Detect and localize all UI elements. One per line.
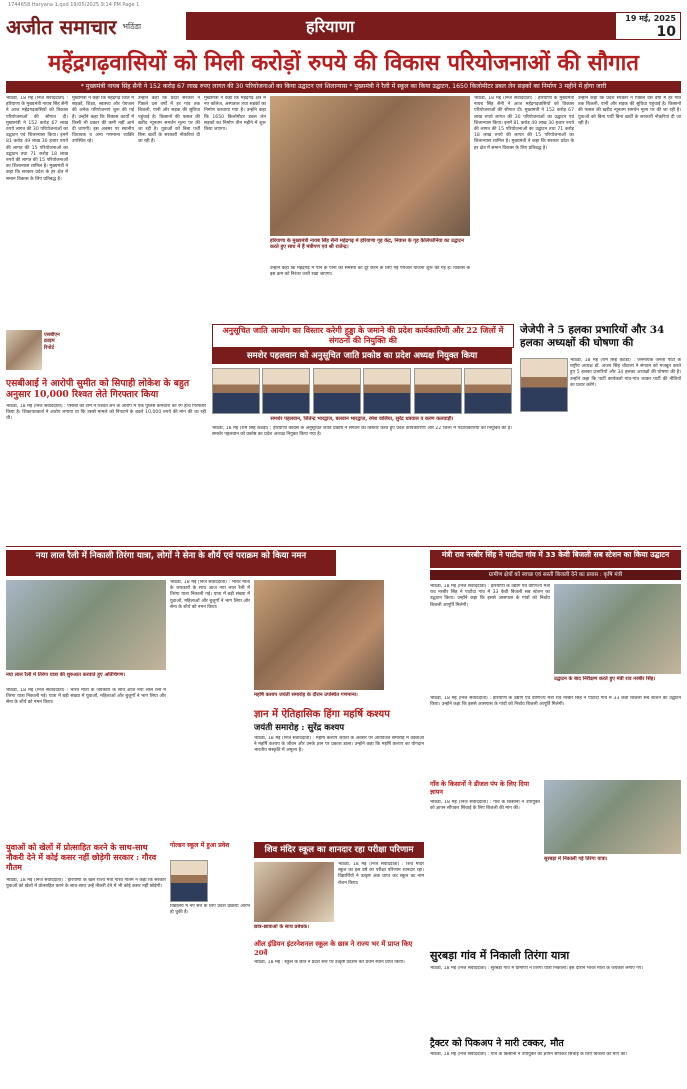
lead-body-col5: उन्होंने कहा कि महेंद्रगढ़ में पीने के पानी की समस्या को दूर करने के लिए नई पेयजल योजना शुरू की गई है। विकास के इस क्रम को निरंतर जारी रखा जाएगा। [270, 266, 470, 278]
banner-headline: अनुसूचित जाति आयोग का विस्तार करेगी हुड्डा के जमाने की प्रदेश कार्यकारिणी और 22 जिलों में संगठनों की नियुक्ति की [212, 324, 514, 348]
honda-body: भठिंडा, 18 मई : स्कूल के छात्र ने प्रदेश स्तर पर उत्कृष्ट प्रदर्शन कर प्रथम स्थान प्राप्त किया। [254, 960, 405, 965]
honda-headline: ऑल इंडियन इंटरनेशनल स्कूल के छात्र ने राज्य भर में प्राप्त किए 20वें [254, 940, 413, 957]
lead-body-col1: भठिंडा, 18 मई (निज संवाददाता) : हरियाणा के मुख्यमंत्री नायब सिंह सैनी ने आज महेंद्रगढ़वासियों को विकास परियोजनाओं की सौगात दी। मुख्यमंत्री ने 152 करोड़ 67 लाख रुपये लागत की 30 परियोजनाओं का उद्घाटन एवं शिलान्यास किया। इनमें 81 करोड़ 49 लाख 30 हजार रुपये की लागत की 15 परियोजनाओं का उद्घाटन तथा 71 करोड़ 18 लाख रुपये की लागत की 15 परियोजनाओं का शिलान्यास शामिल है। मुख्यमंत्री ने कहा कि सरकार प्रदेश के हर क्षेत्र में समान विकास के लिए प्रतिबद्ध है। [6, 96, 68, 182]
police-headline: एसबीआई ने आरोपी सुमीत को सिपाही लोकेश के बहुत अनुसार 10,000 रिश्वत लेते गिरफ्तार किया [6, 378, 190, 400]
newspaper-title: अजीत समाचार [6, 14, 117, 39]
kashyap-headline: ज्ञान में ऐतिहासिक हिंगा महर्षि कश्यप [254, 709, 390, 720]
masthead-brand [6, 12, 186, 40]
surbada-body: भठिंडा, 18 मई (निज संवाददाता) : सुरबड़ा गांव में ग्रामीणों ने तिरंगा यात्रा निकाली। इस दौरान भारत माता के जयकारे लगाए गए। [430, 966, 644, 971]
small-story-headline: गोल्डन स्कूल में हुआ प्रवेश [170, 842, 230, 849]
lead-body-col4: मुख्यमंत्री ने कहा कि महेंद्रगढ़ क्षेत्र में नए कॉलेज, अस्पताल तथा सड़कों का निर्माण करवाया गया है। उन्होंने कहा कि 1650 किलोमीटर डबल लेन सड़कों का निर्माण तीन महीने में शुरू किया जाएगा। [204, 96, 266, 133]
tiranga-caption: नया लाल रैली में तिरंगा यात्रा की शुरुआत करवाते हुए अतिथिगण। [6, 672, 126, 678]
jjp-portrait [520, 358, 568, 412]
masthead [6, 12, 681, 40]
small-story-portrait [170, 860, 208, 902]
lead-headline: महेंद्रगढ़वासियों को मिली करोड़ों रुपये की विकास परियोजनाओं की सौगात [48, 50, 639, 76]
banner-subheadline: समशेर पहलवान को अनुसूचित जाति प्रकोष्ठ का प्रदेश अध्यक्ष नियुक्त किया [212, 348, 512, 364]
banner-caption: समशेर पहलवान, जितेन्द्र भारद्वाज, बलवान भारद्वाज, रमेश वालिया, सुरेंद्र धत्रवाल व करण कलवाड़ी। [270, 416, 454, 422]
portrait-4 [363, 368, 411, 414]
school-headline: शिव मंदिर स्कूल का शानदार रहा परीक्षा परिणाम [254, 842, 424, 858]
banner-body: भठिंडा, 18 मई (राम सिंह कटड़ा) : हरियाणा कांग्रेस के अनुसूचित जाति प्रकोष्ठ ने संगठन का विस्तार करते हुए प्रदेश कार्यकारिणी और 22 जिलों में पदाधिकारियों की नियुक्ति की है। समशेर पहलवान को प्रकोष्ठ का प्रदेश अध्यक्ष नियुक्त किया गया है। [212, 426, 512, 438]
kashyap-subhead: जयंती समारोह : सुरेंद्र कश्यप [254, 723, 345, 733]
jjp-body: भठिंडा, 18 मई (राम सिंह कटड़ा) : जननायक जनता पार्टी के राष्ट्रीय अध्यक्ष डॉ. अजय सिंह चौटाला ने संगठन को मजबूत करते हुए 5 हलका प्रभारियों और 34 हलका अध्यक्षों की घोषणा की है। उन्होंने कहा कि पार्टी कार्यकर्ता गांव-गांव जाकर पार्टी की नीतियों का प्रचार करेंगे। [570, 358, 681, 388]
kashyap-body: भठिंडा, 18 मई (निज संवाददाता) : महर्षि कश्यप जयंती के अवसर पर आयोजित समारोह में वक्ताओं ने महर्षि कश्यप के जीवन और उनके ज्ञान पर प्रकाश डाला। उन्होंने कहा कि महर्षि कश्यप का योगदान भारतीय संस्कृति में अमूल्य है। [254, 736, 424, 754]
lead-body-col2: मुख्यमंत्री ने कहा कि महेंद्रगढ़ जिले में सड़कों, शिक्षा, स्वास्थ्य और पेयजल की अनेक परियोजनाएं शुरू की गई हैं। उन्होंने कहा कि विकास कार्यों में किसी भी प्रकार की कमी नहीं आने दी जाएगी। इस अवसर पर स्थानीय विधायक व अन्य गणमान्य व्यक्ति उपस्थित रहे। [72, 96, 134, 145]
portrait-1 [212, 368, 260, 414]
lead-subheadline-bar: * मुख्यमंत्री नायब सिंह सैनी ने 152 करोड़ 67 लाख रुपए लागत की 30 परियोजनाओं का किया उद्घाटन एवं शिलान्यास * मुख्यमंत्री ने रैली में स्कूल का किया उद्घाटन, 1650 किलोमीटर डबल लेन सड़कों का निर्माण 3 महीने में होगा जारी [6, 81, 681, 93]
page-number: 10 [656, 23, 676, 40]
print-slug: 1744658 Haryana 1.qxd 19/05/2025 9:14 PM Page 1 [8, 2, 140, 8]
tiranga-photo [6, 580, 166, 670]
electric-subbar: ग्रामीण क्षेत्रों को स्वच्छ एवं सस्ती बिजली देने का प्रयास : कृषि मंत्री [430, 570, 681, 580]
police-side-caption: एसबीएन क्राइम रिपोर्ट [44, 332, 60, 351]
tiranga-body: भठिंडा, 18 मई (निज संवाददाता) : भारत माता के जयकारों के साथ आज नया लाल रैली में तिरंगा यात्रा निकाली गई। यात्रा में बड़ी संख्या में युवाओं, महिलाओं और बुजुर्गों ने भाग लिया और सेना के शौर्य को नमन किया। [6, 688, 166, 706]
date-page-box [615, 12, 681, 40]
lead-body-col7: उन्होंने कहा कि प्रदेश सरकार ने पिछले दस वर्षों में हर गांव तक बिजली, पानी और सड़क की सुविधा पहुंचाई है। किसानों की फसल की खरीद न्यूनतम समर्थन मूल्य पर की जा रही है। युवाओं को बिना पर्ची बिना खर्ची के सरकारी नौकरियां दी जा रही हैं। [578, 96, 681, 126]
portrait-6 [464, 368, 512, 414]
lead-body-col3: उन्होंने कहा कि प्रदेश सरकार ने पिछले दस वर्षों में हर गांव तक बिजली, पानी और सड़क की सुविधा पहुंचाई है। किसानों की फसल की खरीद न्यूनतम समर्थन मूल्य पर की जा रही है। युवाओं को बिना पर्ची बिना खर्ची के सरकारी नौकरियां दी जा रही हैं। [138, 96, 200, 145]
school-caption: छात्र-छात्राओं के साथ प्रबंधक। [254, 924, 310, 930]
lead-body-col6: भठिंडा, 18 मई (निज संवाददाता) : हरियाणा के मुख्यमंत्री नायब सिंह सैनी ने आज महेंद्रगढ़वासियों को विकास परियोजनाओं की सौगात दी। मुख्यमंत्री ने 152 करोड़ 67 लाख रुपये लागत की 30 परियोजनाओं का उद्घाटन एवं शिलान्यास किया। इनमें 81 करोड़ 49 लाख 30 हजार रुपये की लागत की 15 परियोजनाओं का उद्घाटन तथा 71 करोड़ 18 लाख रुपये की लागत की 15 परियोजनाओं का शिलान्यास शामिल है। मुख्यमंत्री ने कहा कि सरकार प्रदेश के हर क्षेत्र में समान विकास के लिए प्रतिबद्ध है। [474, 96, 574, 151]
school-body: भठिंडा, 18 मई (निज संवाददाता) : शिव मंदिर स्कूल का इस वर्ष का परीक्षा परिणाम शानदार रहा। विद्यार्थियों ने उत्कृष्ट अंक प्राप्त कर स्कूल का नाम रोशन किया। [338, 862, 424, 886]
tiranga-body-col2: भठिंडा, 18 मई (निज संवाददाता) : भारत माता के जयकारों के साथ आज नया लाल रैली में तिरंगा यात्रा निकाली गई। यात्रा में बड़ी संख्या में युवाओं, महिलाओं और बुजुर्गों ने भाग लिया और सेना के शौर्य को नमन किया। [170, 580, 250, 610]
electric-headline: मंत्री राव नरबीर सिंह ने पाटौदा गांव में 33 केवी बिजली सब स्टेशन का किया उद्घाटन [430, 550, 681, 568]
portrait-5 [414, 368, 462, 414]
section-band [186, 12, 615, 40]
section-title: हरियाणा [306, 17, 355, 36]
lead-photo-caption: हरियाणा के मुख्यमंत्री नायब सिंह सैनी महेंद्रगढ़ में हरियाणा गृह केंद्र, निवास के गृह कैलिफोर्निया का उद्घाटन करते हुए साथ में हैं मंत्रीगण एवं श्री राजेन्द्र। [270, 238, 464, 251]
portrait-2 [262, 368, 310, 414]
surbada-photo [544, 780, 681, 854]
banner-portrait-row [212, 368, 512, 420]
electric-caption: उद्घाटन के बाद निरीक्षण करते हुए मंत्री राव नरबीर सिंह। [554, 676, 656, 682]
portrait-3 [313, 368, 361, 414]
electric-photo [554, 584, 681, 674]
surbada-caption: सुरबड़ा में निकाली गई तिरंगा यात्रा। [544, 856, 608, 862]
electric-body: भठिंडा, 18 मई (निज संवाददाता) : हरियाणा के उद्योग एवं वाणिज्य मंत्री राव नरबीर सिंह ने पाटौदा गांव में 33 केवी बिजली सब स्टेशन का उद्घाटन किया। उन्होंने कहा कि इससे आसपास के गांवों को निर्बाध बिजली आपूर्ति मिलेगी। [430, 584, 550, 608]
surbada-headline: सुरबड़ा गांव में निकाली तिरंगा यात्रा [430, 949, 570, 962]
accident-headline: ट्रैक्टर को पिकअप ने मारी टक्कर, मौत [430, 1038, 564, 1049]
police-thumb-photo [6, 330, 42, 370]
tiranga-headline: नया लाल रैली में निकाली तिरंगा यात्रा, लोगों ने सेना के शौर्य एवं पराक्रम को किया नमन [6, 550, 336, 576]
kashyap-photo-caption: महर्षि कश्यप जयंती समारोह के दौरान उपस्थित गणमान्य। [254, 692, 358, 698]
sports-headline: युवाओं को खेलों में प्रोत्साहित करने के साथ-साथ नौकरी देने में कोई कसर नहीं छोड़ेगी सरकार : गौरव गौतम [6, 842, 157, 872]
small-story-body: विद्यालय में नए सत्र के लिए प्रवेश प्रक्रिया आरंभ हो चुकी है। [170, 904, 250, 916]
school-photo [254, 862, 334, 922]
section-divider [6, 546, 681, 547]
kisan-headline: गाँव के किसानों ने डीजल पंप के लिए दिया ज्ञापन [430, 780, 530, 796]
kisan-body: भठिंडा, 18 मई (निज संवाददाता) : गांव के किसानों ने उपायुक्त को ज्ञापन सौंपकर सिंचाई के लिए बिजली की मांग की। [430, 800, 540, 812]
lead-photo [270, 96, 470, 236]
kashyap-photo [254, 580, 384, 690]
accident-body: भठिंडा, 18 मई (निज संवाददाता) : गांव के किसानों ने उपायुक्त को ज्ञापन सौंपकर सिंचाई के लिए बिजली की मांग की। [430, 1052, 628, 1057]
sports-body: भठिंडा, 18 मई (निज संवाददाता) : हरियाणा के खेल राज्य मंत्री गौरव गौतम ने कहा कि सरकार युवाओं को खेलों में प्रोत्साहित करने के साथ-साथ उन्हें नौकरी देने में भी कोई कसर नहीं छोड़ेगी। [6, 878, 166, 890]
issue-date: 19 मई, 2025 [625, 13, 676, 23]
police-body: भठिंडा, 18 मई (निज संवाददाता) : एसीबी की टीम ने रिश्वत लेने के आरोप में एक पुलिस कर्मचारी को रंगे हाथ गिरफ्तार किया है। शिकायतकर्ता ने आरोप लगाया था कि उससे मामले को निपटाने के बदले 10,000 रुपये की मांग की जा रही थी। [6, 404, 206, 422]
edition-city: भठिंडा [122, 21, 142, 31]
electric-body-2: भठिंडा, 18 मई (निज संवाददाता) : हरियाणा के उद्योग एवं वाणिज्य मंत्री राव नरबीर सिंह ने पाटौदा गांव में 33 केवी बिजली सब स्टेशन का उद्घाटन किया। उन्होंने कहा कि इससे आसपास के गांवों को निर्बाध बिजली आपूर्ति मिलेगी। [430, 696, 681, 708]
jjp-headline: जेजेपी ने 5 हलका प्रभारियों और 34 हलका अध्यक्षों की घोषणा की [520, 324, 665, 349]
